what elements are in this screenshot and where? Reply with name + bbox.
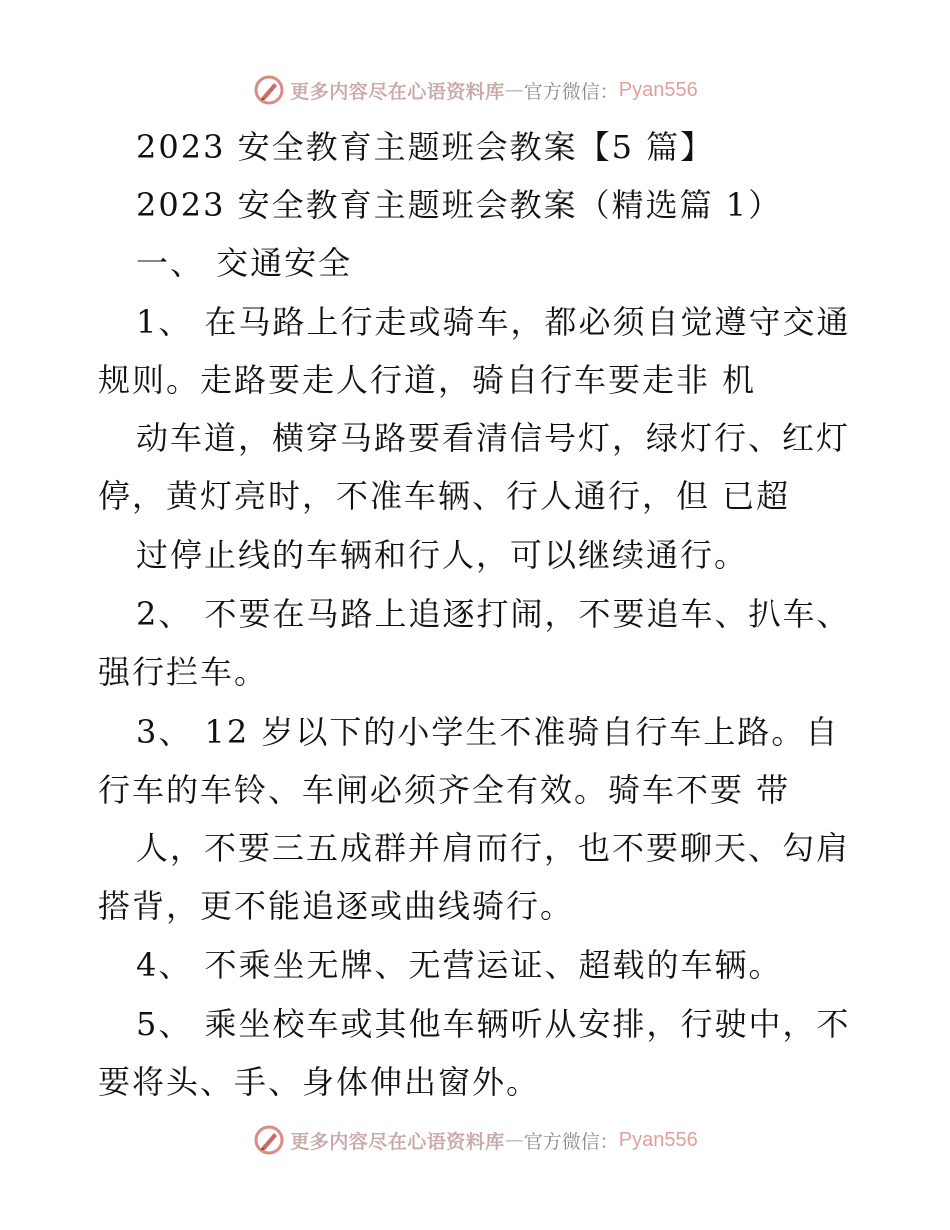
body-line: 5、 乘坐校车或其他车辆听从安排，行驶中，不 <box>136 1005 851 1043</box>
body-line: 要将头、手、身体伸出窗外。 <box>98 1063 541 1101</box>
watermark-label: 官方微信： <box>523 80 619 103</box>
watermark-separator: — <box>504 1129 524 1151</box>
section-heading: 一、 交通安全 <box>136 244 353 282</box>
body-line: 3、 12 岁以下的小学生不准骑自行车上路。自 <box>136 713 840 751</box>
body-line: 搭背，更不能追逐或曲线骑行。 <box>98 887 575 925</box>
watermark-label: 官方微信： <box>523 1130 619 1153</box>
body-line: 行车的车铃、车闸必须齐全有效。骑车不要 带 <box>98 771 791 809</box>
watermark-handle: Pyan556 <box>618 1128 698 1151</box>
body-line: 2、 不要在马路上追逐打闹，不要追车、扒车、 <box>136 595 851 633</box>
body-line: 停，黄灯亮时，不准车辆、行人通行，但 已超 <box>98 477 791 515</box>
watermark-handle: Pyan556 <box>618 78 698 101</box>
document-title: 2023 安全教育主题班会教案【5 篇】 <box>136 128 715 166</box>
pen-logo-icon <box>252 73 286 107</box>
watermark-brand: 更多内容尽在心语资料库 <box>290 1130 505 1153</box>
body-line: 过停止线的车辆和行人，可以继续通行。 <box>136 536 749 574</box>
body-line: 4、 不乘坐无牌、无营运证、超载的车辆。 <box>136 946 783 984</box>
document-subtitle: 2023 安全教育主题班会教案（精选篇 1） <box>136 186 783 224</box>
body-line: 1、 在马路上行走或骑车，都必须自觉遵守交通 <box>136 303 851 341</box>
body-line: 强行拦车。 <box>98 653 269 691</box>
watermark-header <box>0 70 950 110</box>
watermark-separator: — <box>504 79 524 101</box>
watermark-footer <box>0 1120 950 1160</box>
pen-logo-icon <box>252 1123 286 1157</box>
body-line: 动车道，横穿马路要看清信号灯，绿灯行、红灯 <box>136 419 851 457</box>
body-line: 规则。走路要走人行道，骑自行车要走非 机 <box>98 361 757 399</box>
body-line: 人，不要三五成群并肩而行，也不要聊天、勾肩 <box>136 829 851 867</box>
watermark-brand: 更多内容尽在心语资料库 <box>290 80 505 103</box>
